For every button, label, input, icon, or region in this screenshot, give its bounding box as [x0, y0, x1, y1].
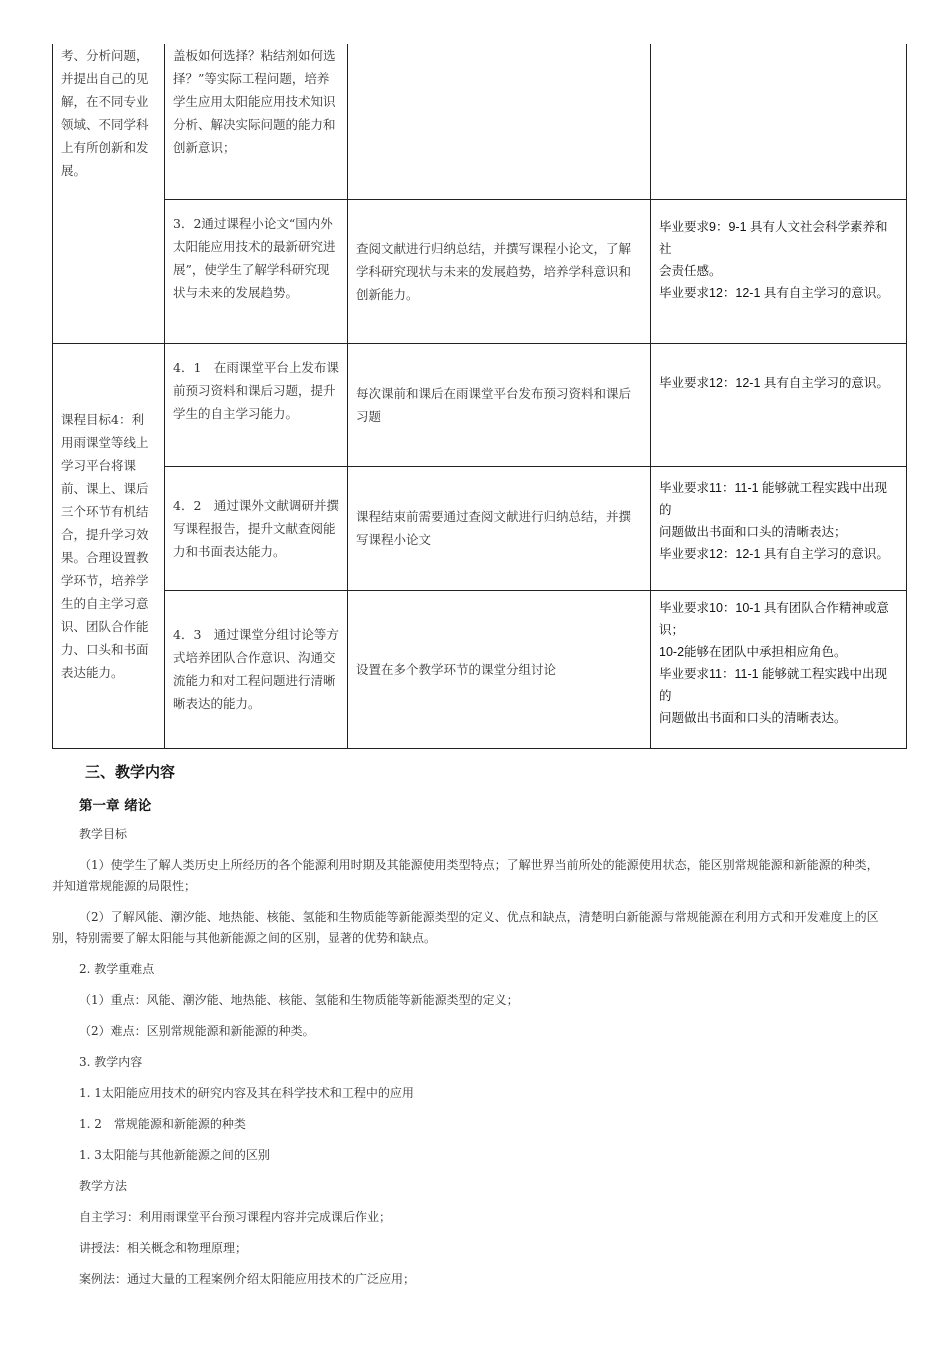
- section-title: 三、教学内容: [85, 763, 176, 781]
- method-item-2: 讲授法：相关概念和物理原理；: [79, 1241, 248, 1255]
- goal-cell-4: [53, 343, 165, 748]
- key-point-2: （2）难点：区别常规能源和新能源的种类。: [79, 1024, 315, 1038]
- cell-line: 学环节，培养学: [61, 572, 149, 588]
- cell-line: 10-2能够在团队中承担相应角色。: [659, 644, 847, 659]
- goal-cell-3: [53, 44, 165, 343]
- cell-line: 分析、解决实际问题的能力和: [173, 117, 336, 132]
- goal-label: 教学目标: [79, 827, 128, 841]
- cell-line: 毕业要求11：11-1 能够就工程实践中出现的: [659, 666, 888, 703]
- cell-line: 并提出自己的见: [61, 71, 149, 86]
- key-point-1: （1）重点：风能、潮汐能、地热能、核能、氢能和生物质能等新能源类型的定义；: [79, 993, 519, 1007]
- chapter-title: 第一章 绪论: [79, 798, 152, 814]
- cell-line: 力和书面表达能力。: [173, 543, 286, 559]
- cell-line: 4．2 通过课外文献调研并撰: [173, 497, 339, 513]
- content-label: 3. 教学内容: [79, 1055, 143, 1069]
- cell-line: 解，在不同专业: [61, 94, 149, 109]
- cell-line: 展。: [61, 163, 87, 178]
- cell-line: 会责任感。: [659, 263, 722, 278]
- cell-line: 择？”等实际工程问题，培养: [173, 71, 330, 86]
- method-label: 教学方法: [79, 1179, 128, 1193]
- cell-line: 识；: [659, 622, 685, 637]
- cell-line: 果。合理设置教: [61, 549, 149, 565]
- cell-line: 毕业要求10：10-1 具有团队合作精神或意: [659, 600, 889, 615]
- cell-line: 创新能力。: [356, 286, 419, 302]
- content-cell: [165, 199, 348, 343]
- cell-line: 考、分析问题，: [61, 48, 149, 63]
- cell-line: 三个环节有机结: [61, 503, 149, 519]
- cell-line: 3．2通过课程小论文“国内外: [173, 215, 333, 231]
- cell-line: 学习平台将课: [61, 457, 137, 473]
- cell-line: 用雨课堂等线上: [61, 434, 149, 450]
- cell-line: 毕业要求11：11-1 能够就工程实践中出现的: [659, 480, 888, 517]
- method-cell: [348, 590, 651, 748]
- content-item-2: 1. 2 常规能源和新能源的种类: [79, 1117, 246, 1131]
- cell-line: 4．1 在雨课堂平台上发布课: [173, 359, 339, 375]
- cell-line: 盖板如何选择？粘结剂如何选: [173, 48, 336, 63]
- cell-line: 太阳能应用技术的最新研究进: [173, 238, 336, 254]
- requirement-cell: [651, 590, 907, 748]
- content-cell: [165, 466, 348, 590]
- cell-line: 问题做出书面和口头的清晰表达。: [659, 710, 847, 725]
- method-item-3: 案例法：通过大量的工程案例介绍太阳能应用技术的广泛应用；: [79, 1272, 416, 1286]
- cell-line: 查阅文献进行归纳总结，并撰写课程小论文，了解: [356, 240, 632, 256]
- cell-line: 毕业要求12：12-1 具有自主学习的意识。: [659, 546, 889, 561]
- goals-table: [52, 44, 907, 749]
- cell-line: 学生的自主学习能力。: [173, 405, 299, 421]
- cell-line: 课程结束前需要通过查阅文献进行归纳总结，并撰: [356, 509, 632, 524]
- cell-line: 式培养团队合作意识、沟通交: [173, 650, 336, 665]
- cell-line: 问题做出书面和口头的清晰表达；: [659, 524, 847, 539]
- cell-line: 4．3 通过课堂分组讨论等方: [173, 627, 339, 642]
- cell-line: 前预习资料和课后习题，提升: [173, 382, 336, 398]
- requirement-cell: [651, 199, 907, 343]
- goal-text: [61, 408, 156, 684]
- method-item-1: 自主学习：利用雨课堂平台预习课程内容并完成课后作业；: [79, 1210, 392, 1224]
- cell-line: 写课程报告，提升文献查阅能: [173, 520, 336, 536]
- method-cell: [348, 199, 651, 343]
- requirement-cell: [651, 343, 907, 466]
- cell-line: 毕业要求9：9-1 具有人文社会科学素养和社: [659, 219, 888, 256]
- cell-line: 上有所创新和发: [61, 140, 149, 155]
- cell-line: 毕业要求12：12-1 具有自主学习的意识。: [659, 285, 889, 300]
- cell-line: 习题: [356, 408, 382, 424]
- content-cell: [165, 44, 348, 199]
- cell-line: 力、口头和书面: [61, 641, 149, 657]
- content-item-1: 1. 1太阳能应用技术的研究内容及其在科学技术和工程中的应用: [79, 1086, 414, 1100]
- goal-paragraph-1-cont: 并知道常规能源的局限性；: [52, 879, 197, 893]
- cell-line: 领域、不同学科: [61, 117, 149, 132]
- method-cell: [348, 343, 651, 466]
- cell-line: 每次课前和课后在雨课堂平台发布预习资料和课后: [356, 385, 632, 401]
- requirement-cell: [651, 44, 907, 199]
- cell-line: 课程目标4：利: [61, 411, 144, 427]
- cell-line: 状与未来的发展趋势。: [173, 284, 299, 300]
- cell-line: 识、团队合作能: [61, 618, 149, 634]
- cell-line: 学生应用太阳能应用技术知识: [173, 94, 336, 109]
- cell-line: 表达能力。: [61, 664, 124, 680]
- method-cell: [348, 44, 651, 199]
- goal-paragraph-2-cont: 别，特别需要了解太阳能与其他新能源之间的区别，显著的优势和缺点。: [52, 931, 437, 945]
- method-cell: [348, 466, 651, 590]
- requirement-cell: [651, 466, 907, 590]
- cell-line: 设置在多个教学环节的课堂分组讨论: [356, 661, 557, 677]
- cell-line: 创新意识；: [173, 140, 236, 155]
- cell-line: 毕业要求12：12-1 具有自主学习的意识。: [659, 375, 889, 390]
- key-points-label: 2. 教学重难点: [79, 962, 155, 976]
- cell-line: 合，提升学习效: [61, 526, 149, 542]
- cell-line: 展”，使学生了解学科研究现: [173, 261, 330, 277]
- cell-line: 晰表达的能力。: [173, 696, 261, 711]
- goal-paragraph-2: （2）了解风能、潮汐能、地热能、核能、氢能和生物质能等新能源类型的定义、优点和缺点，清楚明白新能源与常规能源在利用方式和开发难度上的区: [79, 910, 879, 924]
- content-cell: [165, 590, 348, 748]
- goal-paragraph-1: （1）使学生了解人类历史上所经历的各个能源利用时期及其能源使用类型特点；了解世界当前所处的能源使用状态，能区别常规能源和新能源的种类，: [79, 858, 879, 872]
- content-item-3: 1. 3太阳能与其他新能源之间的区别: [79, 1148, 270, 1162]
- cell-line: 前、课上、课后: [61, 480, 149, 496]
- cell-line: 学科研究现状与未来的发展趋势，培养学科意识和: [356, 263, 632, 279]
- cell-line: 生的自主学习意: [61, 595, 149, 611]
- goal-text: [61, 44, 156, 182]
- cell-line: 流能力和对工程问题进行清晰: [173, 673, 336, 688]
- cell-line: 写课程小论文: [356, 532, 432, 547]
- content-cell: [165, 343, 348, 466]
- teaching-content-section: [52, 758, 906, 1290]
